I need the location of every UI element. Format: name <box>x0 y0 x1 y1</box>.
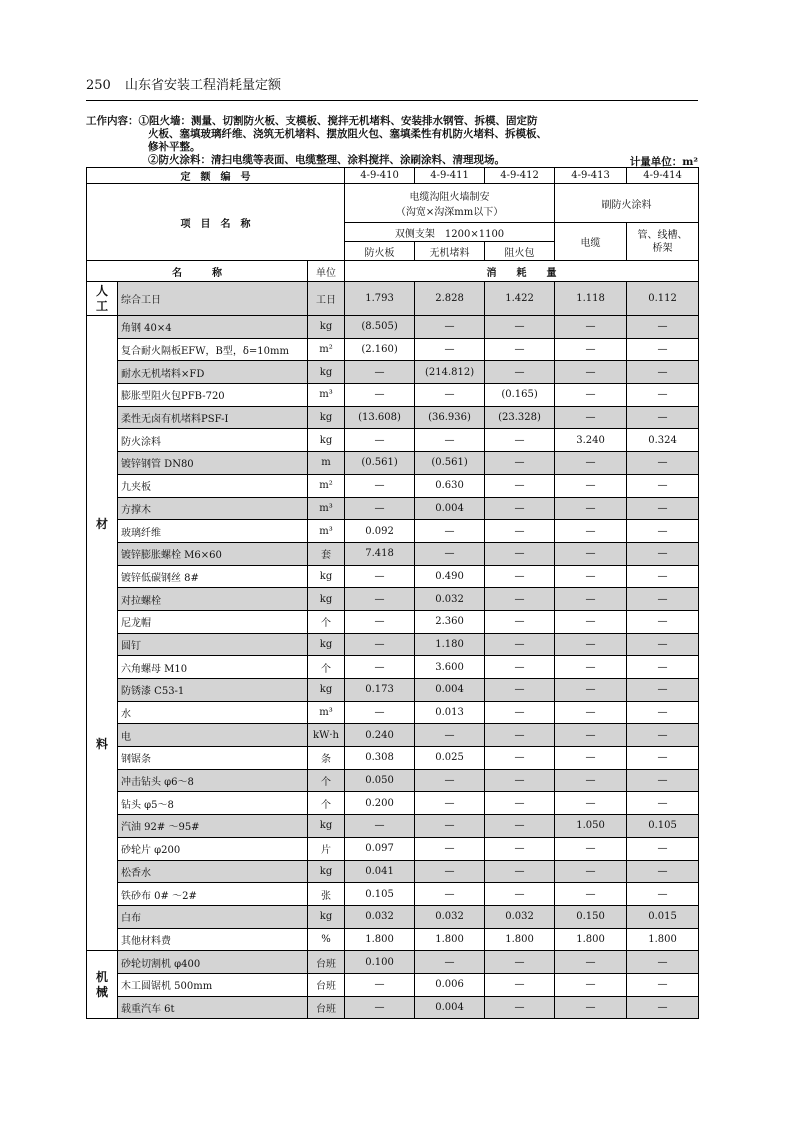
consumption-value: — <box>485 542 555 565</box>
item-unit: kg <box>308 860 345 883</box>
measurement-unit: 计量单位：m² <box>629 156 698 168</box>
item-name: 柔性无卤有机堵料PSF-Ⅰ <box>118 406 308 429</box>
consumption-value: 1.422 <box>485 282 555 316</box>
table-row <box>87 497 699 520</box>
consumption-value: — <box>555 565 627 588</box>
item-unit: kg <box>308 429 345 452</box>
table-row <box>87 724 699 747</box>
page-number: 250 <box>86 78 111 93</box>
consumption-value: — <box>555 633 627 656</box>
code-cell: 4-9-410 <box>345 168 415 184</box>
consumption-value: — <box>555 338 627 361</box>
consumption-value: 3.600 <box>415 656 485 679</box>
page-header <box>86 74 281 93</box>
item-name: 方撑木 <box>118 497 308 520</box>
consumption-value: — <box>627 769 699 792</box>
consumption-value: — <box>485 996 555 1019</box>
consumption-value: 0.004 <box>415 497 485 520</box>
consumption-value: 0.092 <box>345 520 415 543</box>
item-name: 其他材料费 <box>118 928 308 951</box>
consumption-value: — <box>485 497 555 520</box>
table-row <box>87 883 699 906</box>
consumption-value: — <box>485 452 555 475</box>
consumption-value: — <box>345 996 415 1019</box>
consumption-value: — <box>485 474 555 497</box>
consumption-value: — <box>627 951 699 974</box>
consumption-value: — <box>555 316 627 339</box>
table-row <box>87 815 699 838</box>
consumption-value: 7.418 <box>345 542 415 565</box>
item-unit: m³ <box>308 520 345 543</box>
consumption-value: — <box>485 792 555 815</box>
consumption-value: (2.160) <box>345 338 415 361</box>
consumption-value: — <box>485 656 555 679</box>
item-name: 玻璃纤维 <box>118 520 308 543</box>
consumption-value: — <box>627 542 699 565</box>
item-name-label: 项 目 名 称 <box>87 184 345 261</box>
consumption-value: 1.800 <box>555 928 627 951</box>
consumption-value: — <box>485 951 555 974</box>
consumption-value: 0.490 <box>415 565 485 588</box>
consumption-value: — <box>555 860 627 883</box>
consumption-value: — <box>345 633 415 656</box>
code-cell: 4-9-412 <box>485 168 555 184</box>
item-unit: 张 <box>308 883 345 906</box>
table-row <box>87 837 699 860</box>
consumption-value: — <box>627 338 699 361</box>
item-unit: % <box>308 928 345 951</box>
group1-title: 电缆沟阻火墙制安 <box>409 192 490 203</box>
item-name: 六角螺母 M10 <box>118 656 308 679</box>
consumption-value: — <box>555 656 627 679</box>
consumption-value: — <box>627 565 699 588</box>
consumption-value: — <box>485 769 555 792</box>
code-cell: 4-9-414 <box>627 168 699 184</box>
consumption-value: — <box>345 815 415 838</box>
consumption-label: 消 耗 量 <box>345 261 699 282</box>
consumption-value: 0.015 <box>627 905 699 928</box>
consumption-value: — <box>555 542 627 565</box>
consumption-value: — <box>485 565 555 588</box>
consumption-value: 0.200 <box>345 792 415 815</box>
item-name: 防火涂料 <box>118 429 308 452</box>
material-category: 材 料 <box>87 316 118 951</box>
item-name: 白布 <box>118 905 308 928</box>
code-cell: 4-9-413 <box>555 168 627 184</box>
consumption-value: 2.828 <box>415 282 485 316</box>
consumption-value: — <box>555 497 627 520</box>
machine-category: 机械 <box>87 951 118 1019</box>
table-row <box>87 282 699 316</box>
consumption-value: — <box>345 588 415 611</box>
item-name: 综合工日 <box>118 282 308 316</box>
subcol-cable: 电缆 <box>555 223 627 261</box>
consumption-value: — <box>415 883 485 906</box>
consumption-value: — <box>345 973 415 996</box>
item-unit: 台班 <box>308 973 345 996</box>
consumption-value: — <box>627 792 699 815</box>
consumption-value: — <box>627 973 699 996</box>
table-row <box>87 610 699 633</box>
table-row <box>87 542 699 565</box>
column-label-row <box>87 261 699 282</box>
consumption-value: — <box>485 747 555 770</box>
table-row <box>87 474 699 497</box>
consumption-value: 1.118 <box>555 282 627 316</box>
consumption-value: 3.240 <box>555 429 627 452</box>
consumption-value: 1.050 <box>555 815 627 838</box>
item-unit: 条 <box>308 747 345 770</box>
consumption-value: — <box>555 452 627 475</box>
consumption-value: — <box>627 883 699 906</box>
consumption-value: — <box>627 837 699 860</box>
consumption-value: — <box>627 996 699 1019</box>
consumption-value: 0.240 <box>345 724 415 747</box>
work-content-line-3: 修补平整。 <box>148 141 201 153</box>
table-row <box>87 406 699 429</box>
consumption-value: — <box>627 452 699 475</box>
consumption-value: 0.630 <box>415 474 485 497</box>
consumption-value: — <box>415 951 485 974</box>
consumption-value: — <box>415 542 485 565</box>
item-name: 松香水 <box>118 860 308 883</box>
work-content-line-4: ②防火涂料：清扫电缆等表面、电缆整理、涂料搅拌、涂刷涂料、清理现场。 <box>148 154 505 166</box>
item-name: 铁砂布 0# ～2# <box>118 883 308 906</box>
consumption-value: — <box>627 520 699 543</box>
code-label: 定 额 编 号 <box>87 168 345 184</box>
consumption-value: — <box>555 883 627 906</box>
item-unit: 台班 <box>308 996 345 1019</box>
consumption-value: — <box>627 384 699 407</box>
item-unit: m² <box>308 474 345 497</box>
consumption-value: — <box>345 497 415 520</box>
consumption-value: — <box>485 588 555 611</box>
subcol-inorganic: 无机堵料 <box>415 242 485 261</box>
consumption-value: 0.150 <box>555 905 627 928</box>
consumption-value: — <box>415 792 485 815</box>
item-unit: 片 <box>308 837 345 860</box>
consumption-value: 0.105 <box>345 883 415 906</box>
name-label: 名 称 <box>87 261 308 282</box>
consumption-value: — <box>415 429 485 452</box>
consumption-value: 0.004 <box>415 996 485 1019</box>
table-row <box>87 565 699 588</box>
item-name: 载重汽车 6t <box>118 996 308 1019</box>
item-unit: kg <box>308 815 345 838</box>
consumption-value: — <box>555 610 627 633</box>
consumption-value: (214.812) <box>415 361 485 384</box>
consumption-value: 0.032 <box>345 905 415 928</box>
item-unit: kg <box>308 361 345 384</box>
item-unit: kg <box>308 565 345 588</box>
consumption-value: — <box>485 429 555 452</box>
item-name: 复合耐火隔板EFW，B型，δ=10mm <box>118 338 308 361</box>
consumption-value: — <box>485 815 555 838</box>
consumption-value: — <box>555 747 627 770</box>
group1-spec: 双侧支架 1200×1100 <box>345 223 555 242</box>
consumption-value: 0.032 <box>485 905 555 928</box>
consumption-value: — <box>627 747 699 770</box>
table-row <box>87 973 699 996</box>
consumption-value: — <box>345 610 415 633</box>
consumption-value: — <box>627 406 699 429</box>
group-title-row <box>87 184 699 223</box>
consumption-value: — <box>627 361 699 384</box>
table-row <box>87 792 699 815</box>
consumption-value: — <box>627 724 699 747</box>
consumption-value: — <box>485 860 555 883</box>
table-row <box>87 384 699 407</box>
consumption-value: — <box>627 633 699 656</box>
group1-title-cell <box>345 184 555 223</box>
consumption-value: — <box>485 633 555 656</box>
consumption-value: — <box>415 837 485 860</box>
consumption-value: — <box>555 520 627 543</box>
consumption-value: (23.328) <box>485 406 555 429</box>
consumption-value: — <box>555 973 627 996</box>
consumption-value: — <box>555 769 627 792</box>
item-unit: kg <box>308 633 345 656</box>
item-unit: kg <box>308 679 345 702</box>
table-row <box>87 633 699 656</box>
consumption-value: — <box>415 769 485 792</box>
consumption-value: — <box>485 701 555 724</box>
quota-table <box>86 167 699 1019</box>
consumption-value: — <box>627 497 699 520</box>
consumption-value: — <box>415 384 485 407</box>
consumption-value: — <box>345 384 415 407</box>
consumption-value: — <box>415 860 485 883</box>
labor-category: 人工 <box>87 282 118 316</box>
consumption-value: 0.041 <box>345 860 415 883</box>
consumption-value: — <box>555 406 627 429</box>
table-row <box>87 996 699 1019</box>
consumption-value: 0.308 <box>345 747 415 770</box>
consumption-value: — <box>345 565 415 588</box>
consumption-value: 1.800 <box>345 928 415 951</box>
table-row <box>87 316 699 339</box>
item-unit: m³ <box>308 701 345 724</box>
table-row <box>87 361 699 384</box>
consumption-value: 0.006 <box>415 973 485 996</box>
item-name: 膨胀型阻火包PFB-720 <box>118 384 308 407</box>
consumption-value: 1.793 <box>345 282 415 316</box>
consumption-value: — <box>627 316 699 339</box>
consumption-value: — <box>485 610 555 633</box>
item-unit: kg <box>308 588 345 611</box>
consumption-value: 0.004 <box>415 679 485 702</box>
consumption-value: — <box>555 792 627 815</box>
subcol-pipe: 管、线槽、桥架 <box>627 223 699 261</box>
item-name: 水 <box>118 701 308 724</box>
consumption-value: — <box>555 474 627 497</box>
consumption-value: 1.180 <box>415 633 485 656</box>
consumption-value: — <box>555 361 627 384</box>
consumption-value: 1.800 <box>627 928 699 951</box>
consumption-value: — <box>485 338 555 361</box>
table-row <box>87 520 699 543</box>
consumption-value: (0.561) <box>345 452 415 475</box>
consumption-value: 1.800 <box>485 928 555 951</box>
consumption-value: — <box>345 701 415 724</box>
item-unit: 个 <box>308 792 345 815</box>
code-cell: 4-9-411 <box>415 168 485 184</box>
consumption-value: 0.097 <box>345 837 415 860</box>
table-row <box>87 769 699 792</box>
table-row <box>87 905 699 928</box>
item-name: 角钢 40×4 <box>118 316 308 339</box>
consumption-value: 0.032 <box>415 588 485 611</box>
item-name: 镀锌膨胀螺栓 M6×60 <box>118 542 308 565</box>
consumption-value: 0.173 <box>345 679 415 702</box>
book-title: 山东省安装工程消耗量定额 <box>124 78 281 93</box>
consumption-value: — <box>555 679 627 702</box>
table-row <box>87 656 699 679</box>
subcol-firebag: 阻火包 <box>485 242 555 261</box>
work-content-line-2: 火板、塞填玻璃纤维、浇筑无机堵料、摆放阻火包、塞填柔性有机防火堵料、拆模板、 <box>148 128 547 140</box>
item-name: 汽油 92# ～95# <box>118 815 308 838</box>
item-unit: kg <box>308 905 345 928</box>
consumption-value: — <box>555 701 627 724</box>
table-row <box>87 338 699 361</box>
item-unit: 个 <box>308 656 345 679</box>
consumption-value: — <box>555 996 627 1019</box>
consumption-value: — <box>485 883 555 906</box>
consumption-value: — <box>485 973 555 996</box>
header-rule <box>86 100 698 101</box>
consumption-value: — <box>485 724 555 747</box>
consumption-value: 0.112 <box>627 282 699 316</box>
item-unit: kg <box>308 406 345 429</box>
consumption-value: — <box>555 384 627 407</box>
item-name: 砂轮片 φ200 <box>118 837 308 860</box>
consumption-value: — <box>485 520 555 543</box>
item-name: 砂轮切割机 φ400 <box>118 951 308 974</box>
item-unit: 个 <box>308 769 345 792</box>
table-row <box>87 429 699 452</box>
item-name: 钻头 φ5～8 <box>118 792 308 815</box>
item-name: 钢锯条 <box>118 747 308 770</box>
item-name: 镀锌钢管 DN80 <box>118 452 308 475</box>
subcol-fireboard: 防火板 <box>345 242 415 261</box>
work-content <box>86 115 698 167</box>
consumption-value: — <box>415 520 485 543</box>
table-row <box>87 588 699 611</box>
consumption-value: 0.105 <box>627 815 699 838</box>
item-name: 九夹板 <box>118 474 308 497</box>
consumption-value: — <box>485 837 555 860</box>
group1-subtitle: （沟宽×沟深mm以下） <box>395 207 504 218</box>
item-name: 冲击钻头 φ6～8 <box>118 769 308 792</box>
item-unit: m³ <box>308 384 345 407</box>
code-row <box>87 168 699 184</box>
consumption-value: — <box>345 656 415 679</box>
consumption-value: — <box>415 338 485 361</box>
item-unit: 套 <box>308 542 345 565</box>
item-name: 圆钉 <box>118 633 308 656</box>
consumption-value: (0.165) <box>485 384 555 407</box>
consumption-value: — <box>415 316 485 339</box>
item-unit: 工日 <box>308 282 345 316</box>
item-unit: kg <box>308 316 345 339</box>
consumption-value: — <box>627 474 699 497</box>
group2-title: 刷防火涂料 <box>555 184 699 223</box>
consumption-value: — <box>627 860 699 883</box>
consumption-value: 0.050 <box>345 769 415 792</box>
item-unit: kW·h <box>308 724 345 747</box>
item-name: 耐水无机堵料×FD <box>118 361 308 384</box>
item-name: 尼龙帽 <box>118 610 308 633</box>
table-row <box>87 679 699 702</box>
consumption-value: — <box>345 429 415 452</box>
consumption-value: (13.608) <box>345 406 415 429</box>
item-name: 对拉螺栓 <box>118 588 308 611</box>
table-row <box>87 951 699 974</box>
consumption-value: — <box>485 679 555 702</box>
item-unit: 个 <box>308 610 345 633</box>
item-name: 木工圆锯机 500mm <box>118 973 308 996</box>
consumption-value: (36.936) <box>415 406 485 429</box>
consumption-value: — <box>627 701 699 724</box>
table-row <box>87 747 699 770</box>
consumption-value: — <box>415 724 485 747</box>
consumption-value: (8.505) <box>345 316 415 339</box>
consumption-value: — <box>485 316 555 339</box>
table-row <box>87 860 699 883</box>
item-name: 镀锌低碳钢丝 8# <box>118 565 308 588</box>
consumption-value: 0.032 <box>415 905 485 928</box>
consumption-value: — <box>415 815 485 838</box>
item-unit: m <box>308 452 345 475</box>
item-name: 防锈漆 C53-1 <box>118 679 308 702</box>
consumption-value: 0.013 <box>415 701 485 724</box>
consumption-value: — <box>555 588 627 611</box>
table-row <box>87 452 699 475</box>
unit-col-label: 单位 <box>308 261 345 282</box>
consumption-value: — <box>555 837 627 860</box>
consumption-value: — <box>555 951 627 974</box>
consumption-value: — <box>555 724 627 747</box>
work-content-line-1: 工作内容：①阻火墙：测量、切割防火板、支模板、搅拌无机堵料、安装排水钢管、拆模、固定防 <box>86 115 538 127</box>
consumption-value: 0.025 <box>415 747 485 770</box>
work-content-label: 工作内容： <box>86 115 139 127</box>
consumption-value: — <box>485 361 555 384</box>
consumption-value: (0.561) <box>415 452 485 475</box>
consumption-value: 0.324 <box>627 429 699 452</box>
table-row <box>87 701 699 724</box>
consumption-value: — <box>627 588 699 611</box>
consumption-value: — <box>345 474 415 497</box>
consumption-value: — <box>627 656 699 679</box>
item-name: 电 <box>118 724 308 747</box>
item-unit: 台班 <box>308 951 345 974</box>
consumption-value: — <box>627 679 699 702</box>
consumption-value: — <box>627 610 699 633</box>
consumption-value: 2.360 <box>415 610 485 633</box>
consumption-value: — <box>345 361 415 384</box>
consumption-value: 1.800 <box>415 928 485 951</box>
item-unit: m³ <box>308 497 345 520</box>
item-unit: m² <box>308 338 345 361</box>
table-row <box>87 928 699 951</box>
consumption-value: 0.100 <box>345 951 415 974</box>
